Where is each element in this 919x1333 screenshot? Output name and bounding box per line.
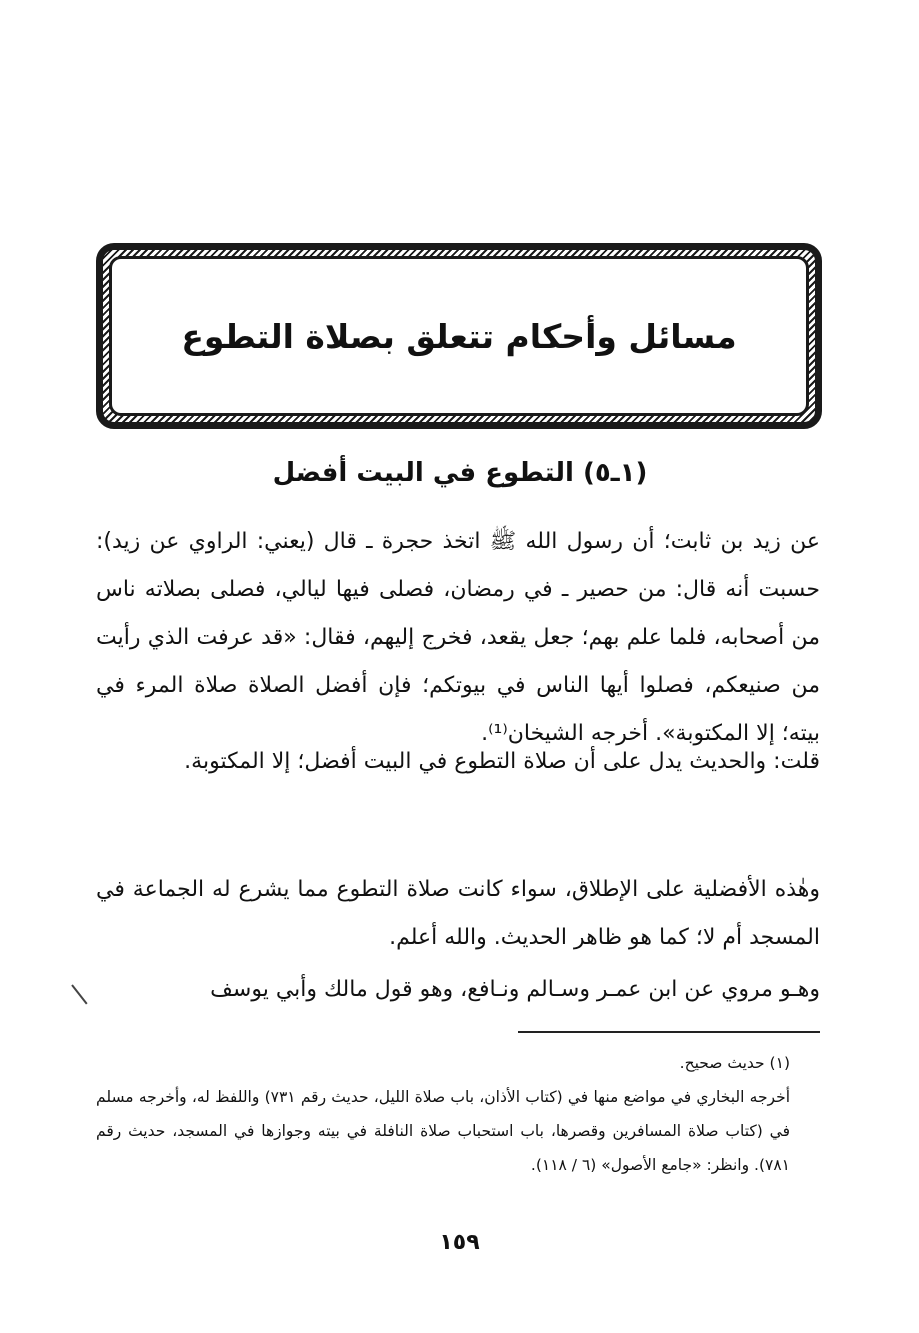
explanation-paragraph: وهٰذه الأفضلية على الإطلاق، سواء كانت صلاة التطوع مما يشرع له الجماعة في المسجد أم لا؛ كما هو ظاهر الحديث. والله أعلم.	[96, 877, 820, 950]
page-number: ١٥٩	[439, 1230, 480, 1255]
comment-paragraph: قلت: والحديث يدل على أن صلاة التطوع في البيت أفضل؛ إلا المكتوبة.	[184, 749, 820, 774]
footnote-sources: أخرجه البخاري في مواضع منها في (كتاب الأذان، باب صلاة الليل، حديث رقم ٧٣١) واللفظ له، وأخرجه مسلم في (كتاب صلاة المسافرين وقصرها، باب استحباب صلاة النافلة في بيته وجوازها في المسجد، حديث رقم ٧٨١). وانظر: «جامع الأصول» (٦ / ١١٨).	[96, 1088, 790, 1174]
section-heading: (١ـ٥) التطوع في البيت أفضل	[272, 458, 648, 488]
footnote-divider	[518, 1031, 820, 1033]
continuation-paragraph: وهـو مروي عن ابن عمـر وسـالم ونـافع، وهو قول مالك وأبي يوسف	[210, 977, 820, 1002]
title-frame	[96, 243, 822, 429]
footnotes	[96, 1046, 820, 1182]
title-frame-inner	[109, 256, 809, 416]
margin-mark	[71, 984, 87, 1004]
chapter-title: مسائل وأحكام تتعلق بصلاة التطوع	[181, 316, 737, 356]
footnote-grade: (١) حديث صحيح.	[679, 1054, 790, 1072]
hadith-paragraph: عن زيد بن ثابت؛ أن رسول الله ﷺ اتخذ حجرة ـ قال (يعني: الراوي عن زيد): حسبت أنه قال: من حصير ـ في رمضان، فصلى فيها ليالي، فصلى بصلاته ناس من أصحابه، فلما علم بهم؛ جعل يقعد، فخرج إليهم، فقال: «قد عرفت الذي رأيت من صنيعكم، فصلوا أيها الناس في بيوتكم؛ فإن أفضل الصلاة صلاة المرء في بيته؛ إلا المكتوبة». أخرجه الشيخان⁽¹⁾.	[96, 529, 820, 746]
